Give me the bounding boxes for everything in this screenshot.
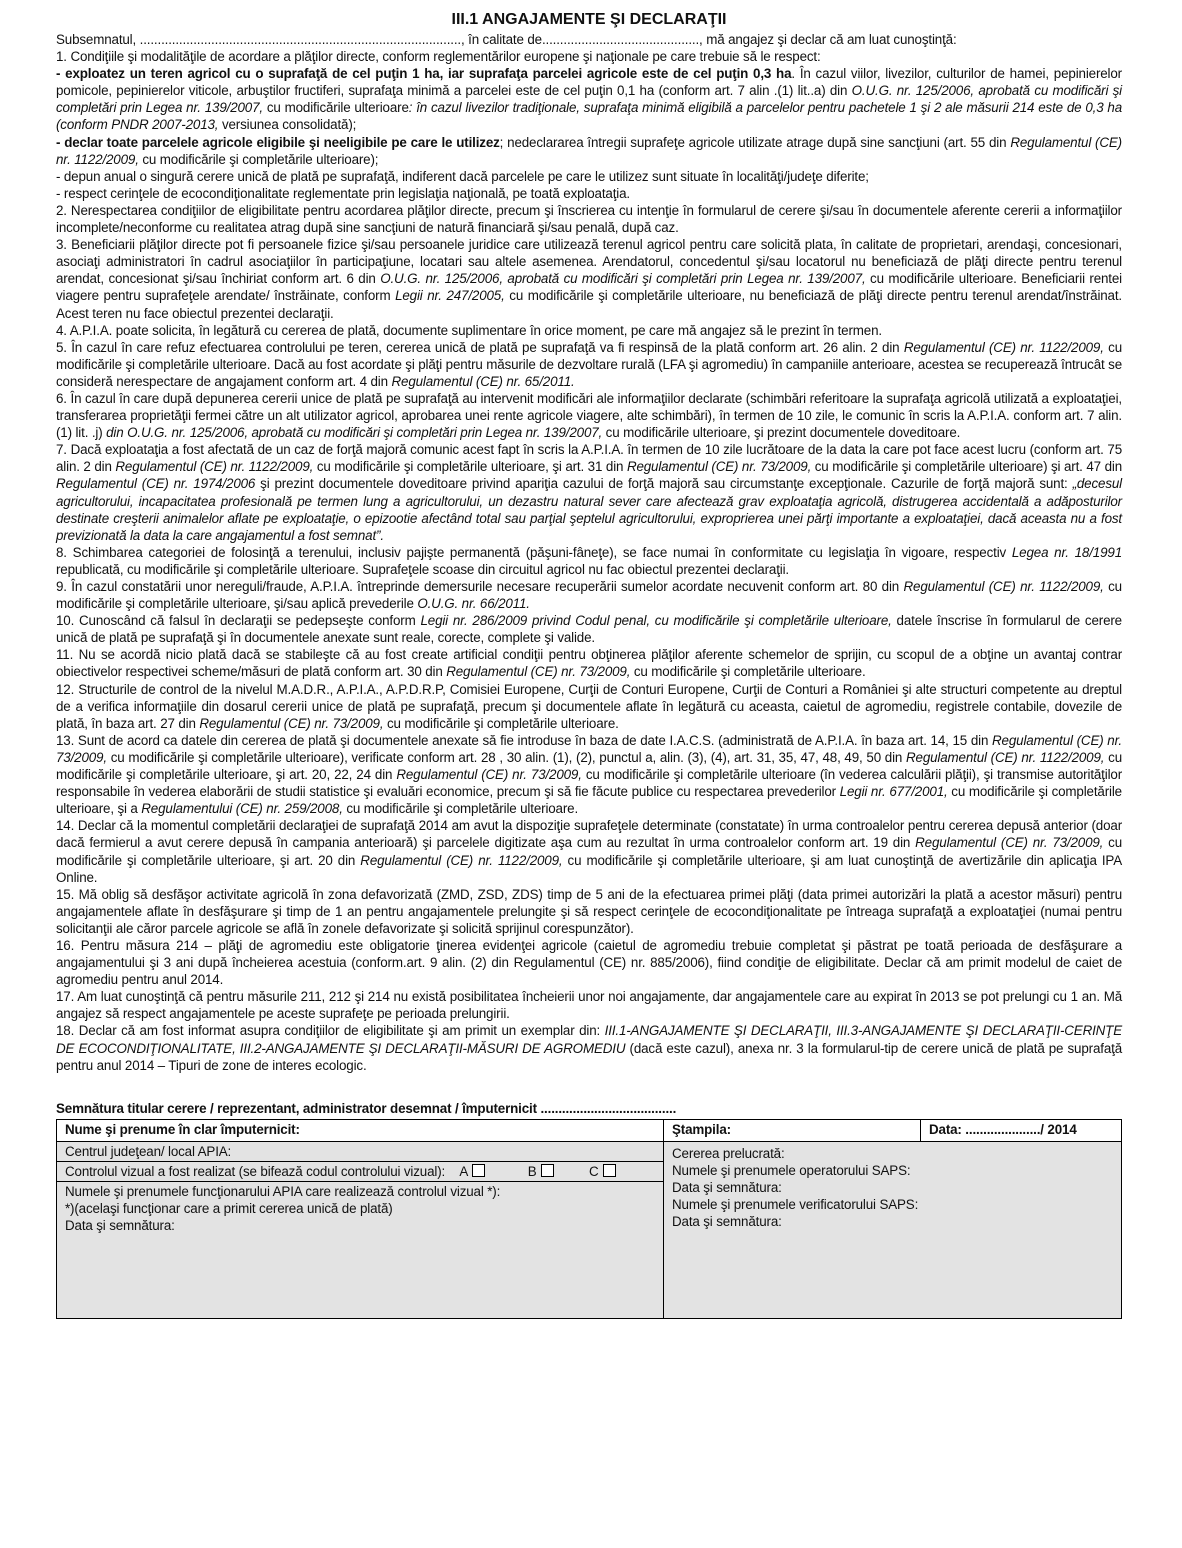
p6-text: 6. În cazul în care după depunerea cererii unice de plată pe suprafaţă au intervenit modificări ale informaţiilor declarate (schimbări referitoare la suprafaţa agricolă utilizată a exploataţiei, transferarea proprietăţii fermei către un alt utilizator agricol, aprobarea unei rente agricole viagere, alte schimbări), în termen de 10 zile, le comunic în scris la A.P.I.A. conform art. 7 alin. (1) lit. .j) xyxy=(56,390,1122,441)
p13-italic-4: Legii nr. 677/2001, xyxy=(839,784,948,800)
p3-italic-2: Legii nr. 247/2005, xyxy=(395,288,505,304)
p13-text-4: cu modificările şi completările ulterioare (în vederea calculării plăţii), şi transmise autorităţilor responsabile în vederea elaborării de studii statistice şi evaluări economice, precum şi să fie făcute publice cu respectarea prevederilor xyxy=(56,767,1123,800)
stamp-field[interactable]: Ştampila: xyxy=(664,1119,921,1141)
intro-paragraph: Subsemnatul, .........................................................................................., în calitate de............................................, mă angajez şi declar că am luat cunoştinţă: xyxy=(56,32,957,47)
p9-text-2: cu modificările şi completările ulterioare, şi/sau aplică prevederile xyxy=(56,579,1122,612)
option-a-label: A xyxy=(459,1163,469,1179)
p7-text-3: cu modificările şi completările ulterioare) şi art. 47 din xyxy=(811,459,1122,475)
authorized-name-field[interactable]: Nume şi prenume în clar împuternicit: xyxy=(57,1119,664,1141)
saps-processing-section xyxy=(664,1141,1122,1318)
paragraph-3 xyxy=(56,236,1122,321)
p1b-italic-2: : în cazul livezilor tradiţionale, suprafaţa minimă eligibilă a parcelelor pentru pachetele 1 şi 2 ale măsurii 214 este de 0,3 ha (conform PNDR 2007-2013, xyxy=(56,100,1123,133)
p13-text-5: cu modificările şi completările ulterioare, şi a xyxy=(56,784,1122,817)
paragraph-16: 16. Pentru măsura 214 – plăţi de agromediu este obligatorie ţinerea evidenţei agricole (caietul de agromediu trebuie completat şi păstrat pe toată perioada de desfăşurare a angajamentului şi 3 ani după încheierea acestuia (conform.art. 9 alin. (2) din Regulamentul (CE) nr. 885/2006), fiind condiţie de eligibilitate. Declar că am primit modelul de caiet de agromediu pentru anul 2014. xyxy=(56,937,1122,988)
p1b-text: . În cazul viilor, livezilor, culturilor de hamei, pepinierelor pomicole, pepinierelor viticole, arbuştilor fructiferi, suprafaţa minimă a parcelei este de cel puţin 0,1 ha (conform art. 7 alin .(1) lit..a) din xyxy=(56,66,1122,99)
p9-text: 9. În cazul constatării unor nereguli/fraude, A.P.I.A. întreprinde demersurile necesare recuperării sumelor acordate necuvenit conform art. 80 din xyxy=(56,579,904,594)
p9-italic-2: O.U.G. nr. 66/2011. xyxy=(417,596,530,612)
p5-text: 5. În cazul în care refuz efectuarea controlului pe teren, cererea unică de plată pe suprafaţă va fi respinsă de la plată conform art. 26 alin. 2 din xyxy=(56,339,904,355)
paragraph-14 xyxy=(56,817,1122,885)
verifier-name-field[interactable]: Numele şi prenumele verificatorului SAPS: xyxy=(672,1196,919,1212)
p14-italic-2: Regulamentul (CE) nr. 1122/2009, xyxy=(360,852,563,868)
page-title: III.1 ANGAJAMENTE ŞI DECLARAŢII xyxy=(451,11,727,28)
paragraph-10 xyxy=(56,612,1122,646)
official-name-field[interactable]: Numele şi prenumele funcţionarului APIA care realizează controlul vizual *): xyxy=(65,1183,501,1199)
paragraph-2: 2. Nerespectarea condiţiilor de eligibilitate pentru acordarea plăţilor directe, precum şi înscrierea cu intenţie în formularul de cerere şi/sau în documentele aferente cererii a informaţiilor incomplete/neconforme cu realitatea atrag după sine sancţiuni de natură financiară şi/sau penală, după caz. xyxy=(56,202,1122,236)
p7-italic-2: Regulamentul (CE) nr. 73/2009, xyxy=(626,459,812,475)
p10-text: 10. Cunoscând că falsul în declaraţii se pedepseşte conform xyxy=(56,613,421,629)
paragraph-8 xyxy=(56,544,1122,578)
p11-text: 11. Nu se acordă nicio plată dacă se stabileşte că au fost create artificial condiţii pentru obţinerea plăţilor aferente schemelor de sprijin, cu scopul de a obţine un avantaj contrar obiectivelor respectivei scheme/măsuri de plată conform art. 30 din xyxy=(56,647,1122,680)
p3-text-3: cu modificările şi completările ulterioare, nu beneficiază de plăţi directe pentru terenul arendat/înstrăinat. Acest teren nu face obiectul prezentei declaraţii. xyxy=(56,288,1123,321)
p1c-text: ; nedeclararea întregii suprafeţe agricole utilizate atrage după sine sancţiuni (art. 55 din xyxy=(499,134,1011,150)
paragraph-7 xyxy=(56,441,1122,544)
p1b-bold: - exploatez un teren agricol cu o suprafaţă de cel puţin 1 ha, iar suprafaţa parcelei agricole este de cel puţin 0,3 ha xyxy=(56,66,792,82)
official-date-field[interactable]: Data şi semnătura: xyxy=(65,1218,175,1234)
checkbox-a[interactable] xyxy=(472,1164,485,1177)
p5-text-2: cu modificările şi completările ulterioare. Dacă au fost acordate şi plăţi pentru măsurile de dezvoltare rurală (LFA şi agromediu) în campaniile anterioare, acestea se recuperează întrucât se consideră nerespectare de angajament conform art. 4 din xyxy=(56,339,1123,389)
signature-line[interactable]: Semnătura titular cerere / reprezentant, administrator desemnat / împuternicit ...................................... xyxy=(56,1100,677,1116)
p14-text: 14. Declar că la momentul completării declaraţiei de suprafaţă 2014 am avut la dispoziţie suprafeţele determinate (constatate) în urma controalelor pentru cererea depusă anterior (doar dacă fermierul a avut cerere depusă în campania anterioară) şi parcelele digitizate aşa cum au rezultat în urma controalelor conform art. 19 din xyxy=(56,818,1122,851)
p13-italic: Regulamentul (CE) nr. 73/2009, xyxy=(56,732,1122,765)
paragraph-6 xyxy=(56,390,1122,441)
p6-text-2: cu modificările ulterioare, şi prezint documentele doveditoare. xyxy=(602,425,961,441)
verifier-date-field[interactable]: Data şi semnătura: xyxy=(672,1213,782,1229)
p1c-bold: - declar toate parcelele agricole eligibile şi neeligibile pe care le utilizez xyxy=(56,134,500,150)
p18-text-2: (dacă este cazul), anexa nr. 3 la formularul-tip de cerere unică de plată pe suprafaţă pentru anul 2014 – Tipuri de zone de interes ecologic. xyxy=(56,1040,1122,1073)
p12-italic: Regulamentul (CE) nr. 73/2009, xyxy=(199,715,384,731)
p7-italic-4: „decesul agricultorului, incapacitatea profesională pe termen lung a agricultorului, un dezastru natural sever care afectează grav exploataţia agricolă, distrugerea accidentală a adăposturilor destinate creşterii animalelor aflate pe exploataţie, o epizootie afectând total sau parţial şeptelul agricultorului, exproprierea unei părţi importante a exploataţiei, dacă aceasta nu a fost previzionată la data la care angajamentul a fost semnat”. xyxy=(56,476,1122,543)
p9-italic: Regulamentul (CE) nr. 1122/2009, xyxy=(903,579,1104,594)
paragraph-18 xyxy=(56,1022,1122,1073)
p1b-mid: cu modificările ulterioare xyxy=(262,100,409,116)
p13-text-6: cu modificările şi completările ulterioare. xyxy=(342,801,579,817)
p12-text-2: cu modificările şi completările ulterioare. xyxy=(383,715,619,731)
paragraph-9 xyxy=(56,578,1122,612)
p10-text-2: datele înscrise în formularul de cerere unică de plată pe suprafaţă şi în documentele anexate sunt reale, corecte, complete şi valide. xyxy=(56,613,1122,646)
paragraph-4: 4. A.P.I.A. poate solicita, în legătură cu cererea de plată, documente suplimentare în orice moment, pe care mă angajez să le prezint în termen. xyxy=(56,322,882,338)
p14-text-3: cu modificările şi completările ulterioare, şi am luat cunoştinţă de avertizările din aplicaţia IPA Online. xyxy=(56,852,1122,885)
p8-italic: Legea nr. 18/1991 xyxy=(1011,544,1122,560)
p3-text-2: cu modificările ulterioare. Beneficiarii rentei viagere pentru suprafeţele arendate/ înstrăinate, conform xyxy=(56,271,1122,304)
p7-italic: Regulamentul (CE) nr. 1122/2009, xyxy=(115,459,314,475)
p1c-end: cu modificările şi completările ulterioare); xyxy=(138,151,379,167)
paragraph-1b xyxy=(56,65,1122,133)
date-field[interactable]: Data: ...................../ 2014 xyxy=(921,1119,1122,1141)
p12-text: 12. Structurile de control de la nivelul M.A.D.R., A.P.I.A., A.P.D.R.P, Comisiei Europene, Curţii de Conturi Europene, Curţii de Conturi a României şi alte structuri competente au dreptul de a verifica informaţiile din dosarul cererii unice de plată pe suprafaţă, precum şi documentele aflate în legătură cu aceasta, caietul de agromediu, registrele contabile, dovezile de plată, în baza art. 27 din xyxy=(56,681,1122,731)
paragraph-13 xyxy=(56,732,1122,817)
p8-text-2: republicată, cu modificările şi completările ulterioare. Suprafeţele scoase din circuitul agricol nu fac obiectul prezentei declaraţii. xyxy=(56,561,789,577)
apia-control-section xyxy=(57,1141,664,1318)
p13-text-2: cu modificările şi completările ulterioare), verificate conform art. 28 , 30 alin. (1), (2), punctul a, alin. (3), (4), art. 31, 35, 47, 48, 49, 50 din xyxy=(106,749,907,765)
p11-italic: Regulamentul (CE) nr. 73/2009, xyxy=(446,664,631,680)
p11-text-2: cu modificările şi completările ulterioare. xyxy=(630,664,866,680)
county-center-field[interactable]: Centrul judeţean/ local APIA: xyxy=(57,1142,663,1162)
p7-text-2: cu modificările şi completările ulterioare, şi art. 31 din xyxy=(313,459,627,475)
paragraph-12 xyxy=(56,681,1122,732)
paragraph-17: 17. Am luat cunoştinţă că pentru măsurile 211, 212 şi 214 nu există posibilitatea încheierii unor noi angajamente, dar angajamentele care au expirat în 2013 se pot prelungi cu 1 an. Mă angajez să respect angajamentele pe aceste suprafeţe pe perioada prelungirii. xyxy=(56,989,1122,1022)
p10-italic: Legii nr. 286/2009 privind Codul penal, cu modificările şi completările ulterioare, xyxy=(420,613,892,629)
p5-italic: Regulamentul (CE) nr. 1122/2009, xyxy=(903,339,1104,355)
official-section xyxy=(57,1182,663,1235)
p1-text: 1. Condiţiile şi modalităţile de acordare a plăţilor directe, conform reglementărilor europene şi naţionale pe care trebuie să le respect: xyxy=(56,49,821,65)
paragraph-1c xyxy=(56,134,1122,168)
visual-check-row xyxy=(57,1162,663,1182)
p13-italic-2: Regulamentul (CE) nr. 1122/2009, xyxy=(906,749,1105,765)
paragraph-11 xyxy=(56,646,1122,680)
operator-name-field[interactable]: Numele şi prenumele operatorului SAPS: xyxy=(672,1162,911,1178)
paragraph-1e: - respect cerinţele de ecocondiţionalitate reglementate prin legislaţia naţională, pe toată exploataţia. xyxy=(56,185,630,201)
p7-text: 7. Dacă exploataţia a fost afectată de un caz de forţă majoră comunic acest fapt în scris la A.P.I.A. în termen de 10 zile lucrătoare de la data la care pot face acest lucru (conform art. 75 alin. 2 din xyxy=(56,442,1122,475)
official-note: *)(acelaşi funcţionar care a primit cererea unică de plată) xyxy=(65,1201,393,1216)
paragraph-5 xyxy=(56,339,1122,390)
p1b-end: versiunea consolidată); xyxy=(218,117,357,133)
signature-box xyxy=(56,1119,1122,1319)
checkbox-c[interactable] xyxy=(603,1164,616,1177)
visual-check-label: Controlul vizual a fost realizat (se bifează codul controlului vizual): xyxy=(65,1163,446,1179)
checkbox-b[interactable] xyxy=(541,1164,554,1177)
paragraph-1 xyxy=(56,48,1122,65)
p6-italic: din O.U.G. nr. 125/2006, aprobată cu modificări şi completări prin Legea nr. 139/2007, xyxy=(106,425,603,441)
p5-italic-2: Regulamentul (CE) nr. 65/2011. xyxy=(391,373,575,389)
p13-italic-3: Regulamentul (CE) nr. 73/2009, xyxy=(396,767,582,783)
p1c-italic: Regulamentul (CE) nr. 1122/2009, xyxy=(56,134,1122,167)
p14-text-2: cu modificările şi completările ulterioare, şi art. 20 din xyxy=(56,835,1123,868)
p3-text: 3. Beneficiarii plăţilor directe pot fi persoanele fizice şi/sau persoanele juridice care utilizează terenul agricol pentru care solicită plata, în calitate de proprietari, arendaşi, concesionari, asociaţi administratori în cadrul asociaţiilor în participaţiune, locatari sau altele asemenea. Arendatorul, concedentul şi/sau locatorul nu beneficiază de plăţi directe pentru terenul arendat, concesionat şi/sau închiriat conform art. 6 din xyxy=(56,237,1122,287)
paragraph-1d: - depun anual o singură cerere unică de plată pe suprafaţă, indiferent dacă parcelele pe care le utilizez sunt situate în localităţi/judeţe diferite; xyxy=(56,168,869,184)
option-b-label: B xyxy=(527,1163,537,1179)
p13-text: 13. Sunt de acord ca datele din cererea de plată şi documentele anexate să fie introduse în baza de date I.A.C.S. (administrată de A.P.I.A. în baza art. 14, 15 din xyxy=(56,732,993,748)
operator-date-field[interactable]: Data şi semnătura: xyxy=(672,1179,782,1195)
p18-text: 18. Declar că am fost informat asupra condiţiilor de eligibilitate şi am primit un exemplar din: xyxy=(56,1023,605,1039)
p7-text-4: şi prezint documentele doveditoare privind apariţia cazului de forţă majoră sau circumstanţe excepţionale. Cazurile de forţă majoră sunt: xyxy=(255,476,1073,492)
paragraph-15: 15. Mă oblig să desfăşor activitate agricolă în zona defavorizată (ZMD, ZSD, ZDS) timp de 5 ani de la efectuarea primei plăţi (data primei autorizări la plată a acestor măsuri) pentru angajamentele aflate în desfăşurare şi timp de 1 an pentru angajamentele prelungite şi să respect cerinţele de ecocondiţionalitate pe întreaga suprafaţă a exploataţiei (numai pentru solicitanţii ale căror parcele agricole se află în zonele defavorizate şi solicită sprijinul corespunzător). xyxy=(56,886,1122,936)
p8-text: 8. Schimbarea categoriei de folosinţă a terenului, inclusiv pajişte permanentă (păşuni-fâneţe), se face numai în conformitate cu legislaţia în vigoare, respectiv xyxy=(56,544,1012,560)
p18-italic: III.1-ANGAJAMENTE ŞI DECLARAŢII, III.3-ANGAJAMENTE ŞI DECLARAŢII-CERINŢE DE ECOCONDIŢIONALITATE, III.2-ANGAJAMENTE ŞI DECLARAŢII-MĂSURI DE AGROMEDIU xyxy=(56,1023,1122,1056)
p13-italic-5: Regulamentului (CE) nr. 259/2008, xyxy=(141,801,343,817)
option-c-label: C xyxy=(589,1163,599,1179)
p1b-italic: O.U.G. nr. 125/2006, aprobată cu modificări şi completări prin Legea nr. 139/2007, xyxy=(56,83,1122,116)
p7-italic-3: Regulamentul (CE) nr. 1974/2006 xyxy=(56,476,256,492)
processed-label: Cererea prelucrată: xyxy=(672,1145,785,1161)
p13-text-3: cu modificările şi completările ulterioare, şi art. 20, 22, 24 din xyxy=(56,749,1122,783)
p3-italic: O.U.G. nr. 125/2006, aprobată cu modificări şi completări prin Legea nr. 139/2007, xyxy=(380,271,866,287)
p14-italic: Regulamentul (CE) nr. 73/2009, xyxy=(915,835,1104,851)
